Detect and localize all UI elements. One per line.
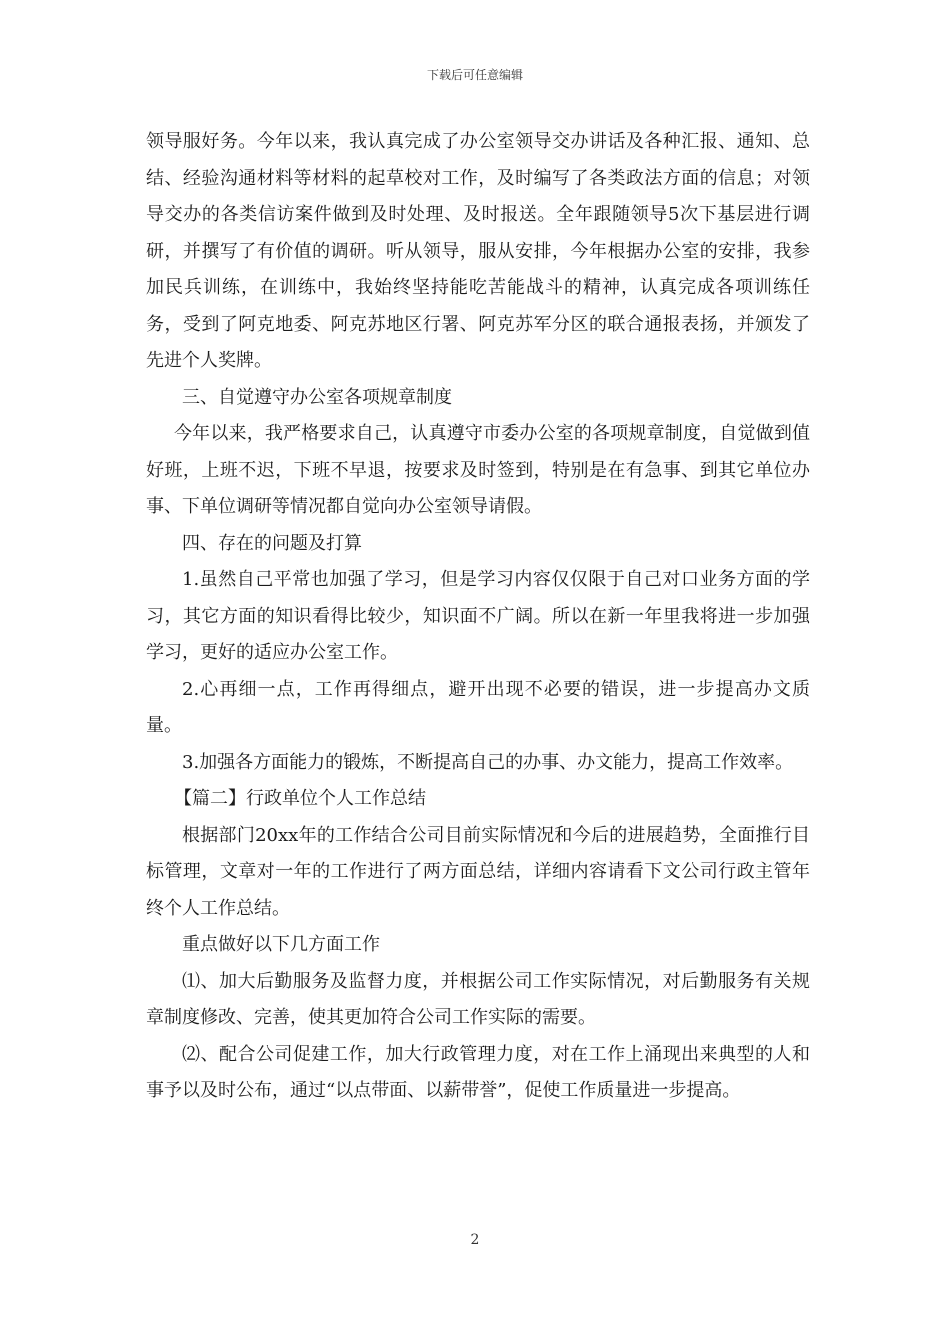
- subheading-focus: 重点做好以下几方面工作: [182, 934, 380, 955]
- article-title-part-two: 【篇二】行政单位个人工作总结: [174, 788, 426, 809]
- page-number: 2: [470, 1232, 480, 1248]
- paragraph-intro: 根据部门20xx年的工作结合公司目前实际情况和今后的进展趋势，全面推行目标管理，文章对一年的工作进行了两方面总结，详细内容请看下文公司行政主管年终个人工作总结。: [146, 824, 810, 919]
- document-body: [146, 124, 810, 1110]
- list-item-3: 3.加强各方面能力的锻炼，不断提高自己的办事、办文能力，提高工作效率。: [182, 751, 794, 773]
- page-header: 下载后可任意编辑: [426, 68, 523, 82]
- paragraph-service-work: 领导服好务。今年以来，我认真完成了办公室领导交办讲话及各种汇报、通知、总结、经验沟通材料等材料的起草校对工作，及时编写了各类政法方面的信息；对领导交办的各类信访案件做到及时处理、及时报送。全年跟随领导5次下基层进行调研，并撰写了有价值的调研。听从领导，服从安排，今年根据办公室的安排，我参加民兵训练，在训练中，我始终坚持能吃苦能战斗的精神，认真完成各项训练任务，受到了阿克地委、阿克苏地区行署、阿克苏军分区的联合通报表扬，并颁发了先进个人奖牌。: [146, 131, 810, 371]
- list-item-management: ⑵、配合公司促建工作，加大行政管理力度，对在工作上涌现出来典型的人和事予以及时公布，通过“以点带面、以薪带誉”，促使工作质量进一步提高。: [146, 1043, 810, 1101]
- paragraph-rules: 今年以来，我严格要求自己，认真遵守市委办公室的各项规章制度，自觉做到值好班，上班不迟，下班不早退，按要求及时签到，特别是在有急事、到其它单位办事、下单位调研等情况都自觉向办公室领导请假。: [146, 423, 810, 517]
- list-item-2: 2.心再细一点，工作再得细点，避开出现不必要的错误，进一步提高办文质量。: [146, 678, 810, 736]
- section-heading-problems: 四、存在的问题及打算: [182, 532, 362, 554]
- list-item-1: 1.虽然自己平常也加强了学习，但是学习内容仅仅限于自己对口业务方面的学习，其它方面的知识看得比较少，知识面不广阔。所以在新一年里我将进一步加强学习，更好的适应办公室工作。: [146, 569, 810, 663]
- list-item-logistics: ⑴、加大后勤服务及监督力度，并根据公司工作实际情况，对后勤服务有关规章制度修改、完善，使其更加符合公司工作实际的需要。: [146, 970, 810, 1028]
- section-heading-rules: 三、自觉遵守办公室各项规章制度: [182, 386, 452, 408]
